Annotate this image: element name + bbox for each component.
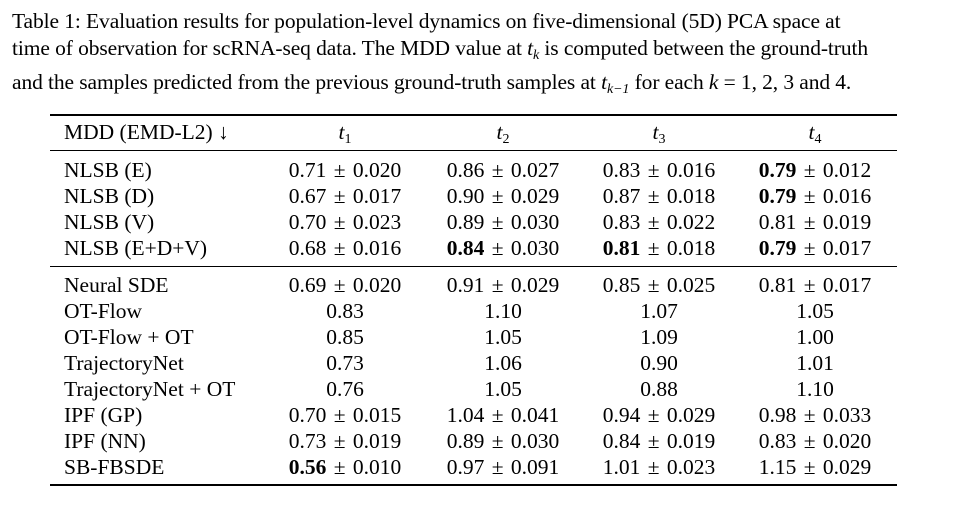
table-header-row (50, 119, 897, 145)
value-mean: 1.01 (796, 351, 834, 375)
value-cell-t2 (428, 272, 578, 298)
value-mean: 0.76 (326, 377, 364, 401)
value-mean: 0.83 (758, 429, 797, 453)
table-row (50, 209, 897, 235)
plus-minus-sign: ± (486, 429, 509, 453)
value-std: 0.020 (352, 273, 402, 297)
value-mean: 0.90 (446, 184, 485, 208)
caption-text: time of observation for scRNA-seq data. The MDD value at (12, 36, 528, 60)
value-cell-t1 (270, 376, 420, 402)
value-mean: 0.87 (602, 184, 641, 208)
value-cell-t4 (740, 157, 890, 183)
plus-minus-sign: ± (486, 455, 509, 479)
value-mean: 1.10 (484, 299, 522, 323)
value-cell-t1 (270, 235, 420, 261)
value-cell-t2 (428, 454, 578, 480)
value-std: 0.023 (666, 455, 716, 479)
group-rule (50, 266, 897, 267)
value-std: 0.019 (352, 429, 402, 453)
value-cell-t1 (270, 272, 420, 298)
header-t2 (428, 119, 578, 153)
header-t3 (584, 119, 734, 153)
value-std: 0.015 (352, 403, 402, 427)
value-mean: 0.67 (288, 184, 327, 208)
plus-minus-sign: ± (798, 429, 821, 453)
value-mean: 0.79 (758, 236, 797, 260)
value-mean: 1.10 (796, 377, 834, 401)
plus-minus-sign: ± (328, 158, 351, 182)
value-cell-t3 (584, 235, 734, 261)
value-std: 0.041 (510, 403, 560, 427)
math-var: t (652, 120, 659, 144)
value-std: 0.091 (510, 455, 560, 479)
value-std: 0.025 (666, 273, 716, 297)
value-cell-t1 (270, 350, 420, 376)
math-subscript: k−1 (606, 82, 630, 97)
math-tk-minus-1 (601, 70, 630, 97)
value-std: 0.022 (666, 210, 716, 234)
value-cell-t2 (428, 235, 578, 261)
method-name: NLSB (E+D+V) (64, 236, 208, 260)
math-var: t (496, 120, 503, 144)
plus-minus-sign: ± (642, 455, 665, 479)
value-cell-t2 (428, 350, 578, 376)
value-mean: 0.73 (326, 351, 364, 375)
value-cell-t1 (270, 324, 420, 350)
method-name: IPF (GP) (64, 403, 143, 427)
value-cell-t4 (740, 272, 890, 298)
table-row (50, 298, 897, 324)
plus-minus-sign: ± (328, 236, 351, 260)
math-k: k (708, 70, 719, 94)
math-subscript: k (533, 48, 540, 63)
value-cell-t1 (270, 157, 420, 183)
math-subscript: 2 (502, 132, 510, 147)
value-cell-t2 (428, 157, 578, 183)
value-cell-t4 (740, 324, 890, 350)
value-cell-t4 (740, 209, 890, 235)
plus-minus-sign: ± (486, 210, 509, 234)
value-mean: 0.56 (288, 455, 327, 479)
value-mean: 0.70 (288, 403, 327, 427)
value-mean: 0.88 (640, 377, 678, 401)
value-mean: 0.98 (758, 403, 797, 427)
value-mean: 0.85 (602, 273, 641, 297)
value-std: 0.019 (666, 429, 716, 453)
value-std: 0.017 (822, 236, 872, 260)
math-subscript: 3 (658, 132, 666, 147)
value-mean: 0.89 (446, 429, 485, 453)
value-mean: 0.73 (288, 429, 327, 453)
table-row (50, 428, 897, 454)
value-cell-t1 (270, 183, 420, 209)
method-name: IPF (NN) (64, 429, 146, 453)
header-t4 (740, 119, 890, 153)
table-row (50, 272, 897, 298)
value-mean: 0.84 (602, 429, 641, 453)
value-mean: 1.05 (796, 299, 834, 323)
value-cell-t4 (740, 235, 890, 261)
math-var: t (338, 120, 345, 144)
value-cell-t4 (740, 298, 890, 324)
value-mean: 0.81 (602, 236, 641, 260)
header-t1 (270, 119, 420, 153)
caption-line-3 (12, 69, 956, 103)
method-name: NLSB (D) (64, 184, 155, 208)
value-std: 0.020 (822, 429, 872, 453)
caption-text: for each (629, 70, 709, 94)
value-cell-t3 (584, 324, 734, 350)
value-std: 0.030 (510, 429, 560, 453)
value-cell-t4 (740, 402, 890, 428)
value-std: 0.027 (510, 158, 560, 182)
value-mean: 0.89 (446, 210, 485, 234)
value-cell-t4 (740, 428, 890, 454)
math-var: t (808, 120, 815, 144)
plus-minus-sign: ± (328, 455, 351, 479)
method-name: OT-Flow (64, 299, 143, 323)
plus-minus-sign: ± (642, 158, 665, 182)
plus-minus-sign: ± (328, 184, 351, 208)
table-row (50, 324, 897, 350)
plus-minus-sign: ± (642, 236, 665, 260)
math-var: t (527, 36, 534, 60)
value-cell-t4 (740, 376, 890, 402)
value-mean: 1.05 (484, 377, 522, 401)
caption-line-2 (12, 35, 956, 69)
plus-minus-sign: ± (642, 210, 665, 234)
value-mean: 0.69 (288, 273, 327, 297)
table-row (50, 350, 897, 376)
table-row (50, 402, 897, 428)
value-cell-t3 (584, 428, 734, 454)
plus-minus-sign: ± (486, 273, 509, 297)
value-mean: 0.79 (758, 158, 797, 182)
value-cell-t3 (584, 209, 734, 235)
method-name: NLSB (V) (64, 210, 155, 234)
math-subscript: 1 (344, 132, 352, 147)
table-row (50, 454, 897, 480)
value-std: 0.016 (666, 158, 716, 182)
value-mean: 1.00 (796, 325, 834, 349)
value-mean: 0.79 (758, 184, 797, 208)
plus-minus-sign: ± (486, 403, 509, 427)
value-cell-t3 (584, 350, 734, 376)
value-cell-t1 (270, 428, 420, 454)
value-cell-t3 (584, 272, 734, 298)
plus-minus-sign: ± (328, 273, 351, 297)
plus-minus-sign: ± (798, 236, 821, 260)
plus-minus-sign: ± (798, 403, 821, 427)
plus-minus-sign: ± (486, 236, 509, 260)
value-mean: 0.83 (326, 299, 364, 323)
value-cell-t1 (270, 402, 420, 428)
value-mean: 0.71 (288, 158, 327, 182)
value-mean: 1.05 (484, 325, 522, 349)
table-row (50, 183, 897, 209)
plus-minus-sign: ± (486, 184, 509, 208)
value-mean: 0.94 (602, 403, 641, 427)
value-std: 0.020 (352, 158, 402, 182)
value-std: 0.018 (666, 184, 716, 208)
header-metric: MDD (EMD-L2) ↓ (64, 120, 229, 144)
value-mean: 0.91 (446, 273, 485, 297)
value-cell-t3 (584, 454, 734, 480)
value-cell-t4 (740, 454, 890, 480)
caption-line-1: Table 1: Evaluation results for population-level dynamics on five-dimensional (5D) PCA space at (12, 9, 841, 33)
plus-minus-sign: ± (798, 158, 821, 182)
value-cell-t2 (428, 402, 578, 428)
plus-minus-sign: ± (798, 455, 821, 479)
plus-minus-sign: ± (328, 403, 351, 427)
value-mean: 1.04 (446, 403, 485, 427)
value-mean: 0.70 (288, 210, 327, 234)
caption-text: is computed between the ground-truth (539, 36, 869, 60)
value-mean: 1.15 (758, 455, 797, 479)
value-cell-t2 (428, 324, 578, 350)
value-mean: 0.68 (288, 236, 327, 260)
method-name: TrajectoryNet + OT (64, 377, 236, 401)
value-std: 0.010 (352, 455, 402, 479)
method-name: TrajectoryNet (64, 351, 184, 375)
value-std: 0.017 (822, 273, 872, 297)
plus-minus-sign: ± (642, 273, 665, 297)
method-name: OT-Flow + OT (64, 325, 194, 349)
value-std: 0.029 (822, 455, 872, 479)
value-std: 0.016 (352, 236, 402, 260)
value-cell-t1 (270, 454, 420, 480)
value-std: 0.030 (510, 210, 560, 234)
plus-minus-sign: ± (798, 210, 821, 234)
value-cell-t3 (584, 157, 734, 183)
value-std: 0.030 (510, 236, 560, 260)
value-cell-t2 (428, 428, 578, 454)
value-std: 0.017 (352, 184, 402, 208)
method-name: Neural SDE (64, 273, 169, 297)
plus-minus-sign: ± (328, 429, 351, 453)
caption-text: and the samples predicted from the previous ground-truth samples at (12, 70, 602, 94)
value-mean: 0.86 (446, 158, 485, 182)
value-std: 0.033 (822, 403, 872, 427)
plus-minus-sign: ± (486, 158, 509, 182)
value-mean: 0.84 (446, 236, 485, 260)
value-mean: 0.97 (446, 455, 485, 479)
bottom-rule (50, 484, 897, 486)
value-cell-t3 (584, 298, 734, 324)
table-row (50, 157, 897, 183)
plus-minus-sign: ± (798, 273, 821, 297)
value-std: 0.012 (822, 158, 872, 182)
value-mean: 0.81 (758, 273, 797, 297)
value-std: 0.023 (352, 210, 402, 234)
value-cell-t2 (428, 298, 578, 324)
value-cell-t3 (584, 376, 734, 402)
value-cell-t4 (740, 350, 890, 376)
value-mean: 0.83 (602, 210, 641, 234)
value-cell-t3 (584, 183, 734, 209)
caption-text: = 1, 2, 3 and 4. (718, 70, 852, 94)
value-std: 0.029 (510, 273, 560, 297)
plus-minus-sign: ± (642, 429, 665, 453)
value-mean: 0.81 (758, 210, 797, 234)
value-cell-t2 (428, 183, 578, 209)
value-mean: 1.07 (640, 299, 678, 323)
table-row (50, 235, 897, 261)
value-cell-t1 (270, 209, 420, 235)
value-mean: 1.06 (484, 351, 522, 375)
value-mean: 0.83 (602, 158, 641, 182)
value-mean: 0.85 (326, 325, 364, 349)
math-subscript: 4 (814, 132, 822, 147)
value-std: 0.029 (666, 403, 716, 427)
top-rule (50, 114, 897, 116)
value-mean: 1.01 (602, 455, 641, 479)
value-mean: 0.90 (640, 351, 678, 375)
plus-minus-sign: ± (798, 184, 821, 208)
plus-minus-sign: ± (642, 403, 665, 427)
method-name: SB-FBSDE (64, 455, 165, 479)
value-cell-t1 (270, 298, 420, 324)
value-cell-t4 (740, 183, 890, 209)
value-cell-t2 (428, 209, 578, 235)
value-std: 0.018 (666, 236, 716, 260)
table-caption (12, 8, 956, 103)
table-row (50, 376, 897, 402)
value-std: 0.019 (822, 210, 872, 234)
math-tk (527, 36, 540, 63)
value-mean: 1.09 (640, 325, 678, 349)
plus-minus-sign: ± (328, 210, 351, 234)
math-var: t (601, 70, 607, 94)
plus-minus-sign: ± (642, 184, 665, 208)
value-std: 0.016 (822, 184, 872, 208)
method-name: NLSB (E) (64, 158, 152, 182)
value-cell-t2 (428, 376, 578, 402)
value-cell-t3 (584, 402, 734, 428)
value-std: 0.029 (510, 184, 560, 208)
